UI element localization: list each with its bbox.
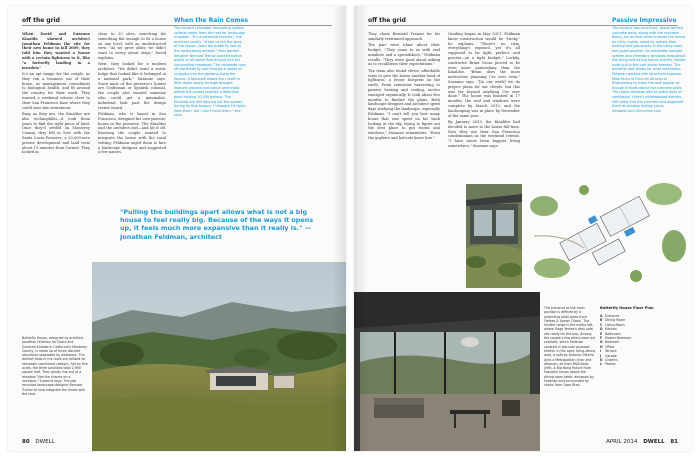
body-paragraph: The pair were blunt about their budget. "They came to us with real numbers and a spreadsheet," Feldman recalls. "They were good about asking us to recalibrate their expectations."	[368, 43, 440, 67]
legend-item: F Master Bedroom	[600, 336, 632, 341]
legend-item: K Cisterns	[600, 358, 618, 363]
legend-item: D Kitchen	[600, 327, 617, 332]
body-column-2	[448, 32, 520, 150]
body-paragraph: It's an apt image for the couple, as they run a business out of their home, as management consultants to biological health, and fit around the country for their work. They wanted a weekend retreat close to their San Francisco base where they could ease into retirement.	[22, 71, 90, 110]
lead-in-text: When David and Suzanne Kinaldo showed architect Jonathan Feldman the site for their new home in fall 2009, they told him they wanted a house with a certain lightness to it, like "a butterfly landing in a meadow."	[22, 32, 90, 70]
sidebar-body: The house's rainwater harvesting system collects water from the roof for landscape irrigation. "It's a perennial favorite," the architect recalls. "It lets us tell the story of the house—from the butterfly roof to the landscaping outside." Rain garden designer Bernard Trainor planted native plants to let water flow around into the surrounding meadows. The rainwater runs off the butterfly roof through a series of scuppers into the gardens along the façade. A bioswale allows the runoff to filter down slowly through drought-tolerant grasses and native perennials before the excess reaches a detention pond holding 10,000 gallons. The Kinaldos are still figuring out the system during its first season. "I thought I'd really hate them, but I don't mind them," she says.	[174, 26, 246, 118]
folio	[22, 439, 55, 445]
floor-plan-title: Butterfly House Floor Plan	[600, 306, 654, 310]
legend-item: E Bathroom	[600, 331, 621, 336]
legend-item: H Office	[600, 344, 615, 349]
body-paragraph: Next, they looked for a modern architect. "We didn't want a rustic lodge that looked like it belonged in a national park," Suzanne says. Since most of the preserve's homes are Craftsman or Spanish colonial, the couple also wanted someone who could get a minimalist, industrial look past the design review board.	[98, 62, 166, 110]
body-paragraph: They chose Bernard Trainor for his similarly restrained approach.	[368, 32, 440, 41]
body-paragraph: By January 2013, the Kinaldos had decided to move to the house full-time. Now they use their San Francisco condominium as the weekend retreat. "I have never been happier living somewhere," Suzanne says.	[448, 119, 520, 148]
legend-item: B Dining Room	[600, 318, 626, 323]
interior-living-image	[354, 292, 540, 451]
house-landscape-image	[92, 262, 346, 451]
legend-item: J Garage	[600, 353, 617, 358]
house-landscape-photo	[92, 262, 346, 451]
photo-caption: Butterfly House, designed by architect Jonathan Feldman for David and Suzanne Kinaldo in California's Monterey County, is made up of three discrete structures separated by walkways. The distinct folds in the roofs are utilized for rainwater catchment (above). Set on five acres, the three pavilions total 2,900 square feet. They gently rise out of a meadow "like the charms on a necklace," Suzanne says. The pair recruited landscape designer Bernard Trainor to help integrate the house with the land.	[22, 336, 88, 396]
floor-plan-legend	[600, 314, 688, 367]
magazine-name: DWELL	[643, 439, 665, 445]
body-paragraph: close to 20 sites, searching for something flat enough to fit a house on one level, with an unobstructed view. "As we grew older, we didn't want to worry about steps," David explains.	[98, 32, 166, 60]
gutter-shadow	[332, 6, 346, 451]
pull-quote: "Pulling the buildings apart allows what is not a big house to feel really big. Because of the ways it opens up, it feels much more expansive than it really is." —Jonathan Feldman, architect	[120, 208, 314, 241]
exterior-detail-photo	[466, 184, 522, 288]
section-tag: off the grid	[368, 17, 406, 24]
site-plan-drawing	[524, 176, 688, 288]
body-paragraph: Grading began in May 2011. Feldman knew construction would be "tricky," he explains. "There's no trim, everything's exposed, yet it's all supposed to be tight, perfect, and precise—on a tight budget." Luckily, contractor Brian Groza proved to be even more painstaking than the Kinaldos. "Brian does the most meticulous planning I've ever seen," Suzanne says. "[In our work] we do project plans for our clients, but this was far beyond anything I've ever done." The house was finished in 17 months; the roof and windows were complete by March 2012, and the landscaping was in place by December of the same year.	[448, 32, 520, 118]
site-plan-image	[524, 176, 688, 288]
interior-living-photo	[354, 292, 540, 451]
body-column-2	[98, 32, 166, 157]
legend-item: L Pavers	[600, 362, 616, 367]
body-column-1	[22, 32, 90, 157]
sidebar-title: Passive Impressive	[612, 17, 677, 24]
folio	[606, 439, 678, 445]
gutter-shadow	[354, 6, 368, 451]
right-page	[354, 6, 692, 451]
sidebar-title: When the Rain Comes	[174, 17, 249, 24]
legend-item: G Bedroom	[600, 340, 620, 345]
page-number: 80	[22, 439, 30, 445]
legend-item: I Terrace	[600, 349, 617, 354]
body-paragraph: The team also found clever, affordable ways to give the house another kind of lightness: a lesser footprint on the earth. From rainwater harvesting to passive heating and cooling, tactics emerged organically. It took about five months to finalize the plans. Both landscape designer and architect spent days studying the landscape, especially Feldman. "I can't tell you how many hours that was spent on his back looking at the sky, trying to figure out the best place to put rooms and windows," Suzanne remembers. "Even the gophers and bobcats knew him."	[368, 68, 440, 140]
body-paragraph: Feldman, who is based in San Francisco, designed his own parents' house in the preserve. The Kinaldos and the architect met—and hit it off. Knowing the couple wanted to integrate the house with the rural setting, Feldman urged them to hire a landscape designer and suggested a few names.	[98, 111, 166, 155]
legend-item: A Entrance	[600, 314, 620, 318]
body-paragraph: Busy as they are, the Kinaldos are also technophiles—it took them years to find the right piece of land. Once they'd settled on Monterey County, they fell in love with the Santa Lucia Preserve, a 20,000-acre private development and land trust about 15 minutes from Carmel. They looked at	[22, 111, 90, 155]
legend-item: C Living Room	[600, 322, 625, 327]
exterior-detail-image	[466, 184, 522, 288]
issue-date: APRIL 2014	[606, 439, 638, 445]
page-number: 81	[670, 439, 678, 445]
magazine-name: DWELL	[35, 439, 55, 445]
sidebar-body: The house's two-inch-thick, board-formed concrete walls, along with the concrete floors, act as heat sinks to warm the house on chilly nights, aided by radiant floor heating and gas stoves in the living room and guest pavilion. An automatic damper system and clerestory windows throughout the living and dining rooms and the master suite pull in the cool ocean breezes. The butterfly roof allows for solar ventilation. Feldman worked with structural engineer Mike Hicks of Fulcrum Structural Engineering to make the roof appear as though it floats above the concrete walls. The upper windows add an extra layer of ventilation. Hicks's whitewashed slender, stiff posts into the concrete and disguised them as window mullion joints. ranawall.com fulcrumse.com	[612, 26, 686, 113]
section-tag: off the grid	[22, 17, 60, 24]
photo-caption: The entrance to the main pavilion is defined by a projecting plate glass front (Yerkes & Lyman Glass). The shutter hinge is the media loft, where Gage Yerkes's dark sofa sits ready for the pup. Among the couple's few direct-view red cabinets, which Feldman covered in low-sum plywood sheets. In the open living-dining area, a sofa by Antonio Citterio joins a Metropolitan chair and ottoman, all from B&B Italia (left). A Big Bang fixture from Foscarini hangs above the dining room table, designed by Feldman and surrounded by chairs from Cape Breo.	[544, 306, 596, 388]
body-column-1	[368, 32, 440, 142]
left-page	[8, 6, 346, 451]
